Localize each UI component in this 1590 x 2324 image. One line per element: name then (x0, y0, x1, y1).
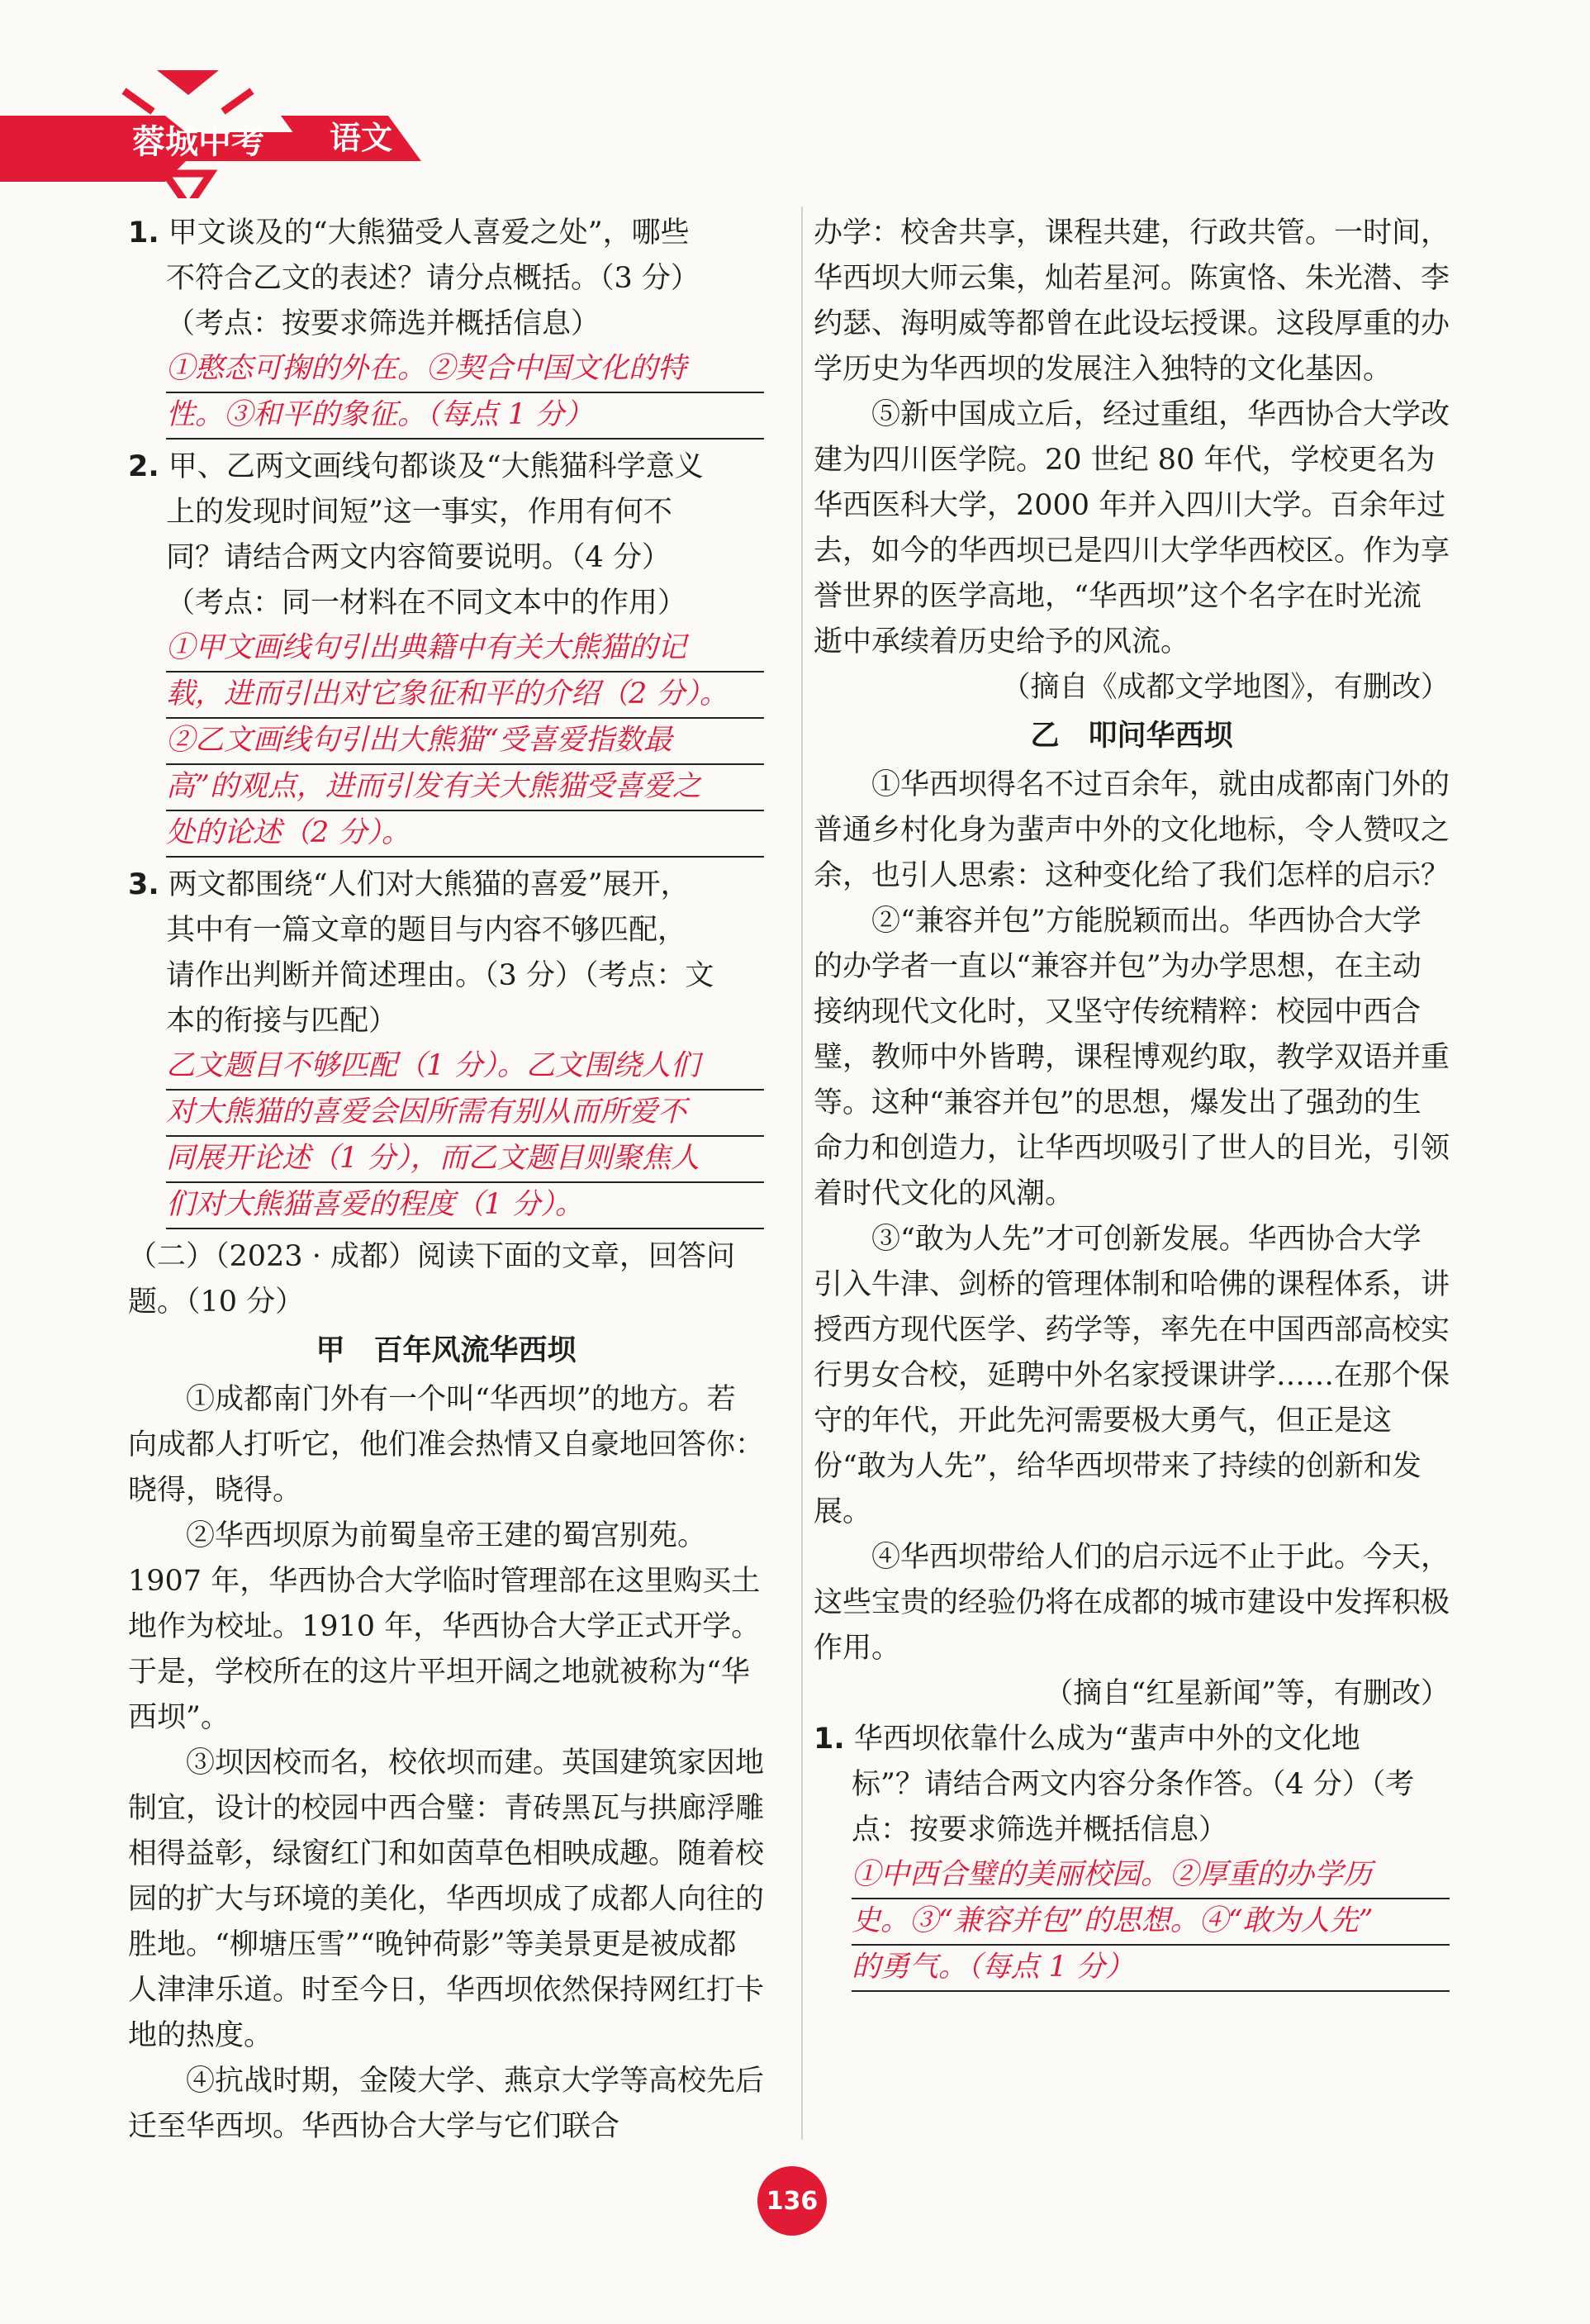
answer-line: ①憨态可掬的外在。②契合中国文化的特 (166, 347, 764, 393)
article-title: 乙 叩问华西坝 (1030, 720, 1233, 753)
question-number: 1. (814, 1723, 845, 1756)
answer-line: 同展开论述（1 分），而乙文题目则聚焦人 (166, 1137, 764, 1183)
answer-line: ①甲文画线句引出典籍中有关大熊猫的记 (166, 626, 764, 672)
article-paragraph: ③“敢为人先”才可创新发展。华西协合大学引入牛津、剑桥的管理体制和哈佛的课程体系，讲授西方现代医学、药学等，率先在中国西部高校实行男女合校，延聘中外名家授课讲学……在那个保守的年代，开此先河需要极大勇气，但正是这份“敢为人先”，给华西坝带来了持续的创新和发展。 (814, 1223, 1450, 1528)
question-text: 甲、乙两文画线句都谈及“大熊猫科学意义 (168, 450, 704, 483)
page-number: 136 (757, 2166, 827, 2236)
article-paragraph: ①成都南门外有一个叫“华西坝”的地方。若向成都人打听它，他们准会热情又自豪地回答你：晓得，晓得。 (128, 1383, 765, 1507)
source-citation: （摘自《成都文学地图》，有删改） (1001, 671, 1450, 704)
column-divider (801, 207, 803, 2140)
question-note: （考点：同一材料在不同文本中的作用） (166, 587, 687, 620)
answer-line: 乙文题目不够匹配（1 分）。乙文围绕人们 (166, 1044, 764, 1091)
left-column (128, 211, 764, 2150)
brand-logo (0, 0, 463, 198)
question-1-right (814, 1717, 1450, 1992)
question-text: 上的发现时间短”这一事实，作用有何不 (166, 496, 672, 529)
source-citation: （摘自“红星新闻”等，有删改） (1044, 1677, 1450, 1710)
answer-line: 史。③“兼容并包”的思想。④“敢为人先” (852, 1899, 1450, 1946)
question-text: 请作出判断并简述理由。（3 分）（考点：文 (166, 959, 714, 992)
answer-line: 高”的观点，进而引发有关大熊猫受喜爱之 (166, 765, 764, 811)
answer-line: 们对大熊猫喜爱的程度（1 分）。 (166, 1183, 764, 1229)
answer-line: ②乙文画线句引出大熊猫“受喜爱指数最 (166, 719, 764, 765)
article-paragraph: ②“兼容并包”方能脱颖而出。华西协合大学的办学者一直以“兼容并包”为办学思想，在主动接纳现代文化时，又坚守传统精粹：校园中西合璧，教师中外皆聘，课程博观约取，教学双语并重等。这种“兼容并包”的思想，爆发出了强劲的生命力和创造力，让华西坝吸引了世人的目光，引领着时代文化的风潮。 (814, 905, 1450, 1210)
answer-line: 性。③和平的象征。（每点 1 分） (166, 393, 764, 440)
answer-block (166, 347, 764, 440)
article-paragraph: ①华西坝得名不过百余年，就由成都南门外的普通乡村化身为蜚声中外的文化地标，令人赞叹之余，也引人思索：这种变化给了我们怎样的启示？ (814, 768, 1450, 892)
subject-label: 语文 (329, 120, 392, 156)
article-paragraph: ③坝因校而名，校依坝而建。英国建筑家因地制宜，设计的校园中西合璧：青砖黑瓦与拱廊浮雕相得益彰，绿窗红门和如茵草色相映成趣。随着校园的扩大与环境的美化，华西坝成了成都人向往的胜地。“柳塘压雪”“晚钟荷影”等美景更是被成都人津津乐道。时至今日，华西坝依然保持网红打卡地的热度。 (128, 1747, 765, 2052)
question-text: 本的衔接与匹配） (166, 1005, 398, 1038)
question-2 (128, 444, 764, 858)
answer-line: 处的论述（2 分）。 (166, 811, 764, 858)
question-number: 2. (128, 450, 159, 483)
right-column (814, 211, 1450, 1997)
question-text: 标”？请结合两文内容分条作答。（4 分）（考 (852, 1768, 1415, 1801)
answer-line: 载，进而引出对它象征和平的介绍（2 分）。 (166, 672, 764, 719)
answer-line: 对大熊猫的喜爱会因所需有别从而所爱不 (166, 1091, 764, 1137)
question-text: 同？请结合两文内容简要说明。（4 分） (166, 541, 671, 574)
question-text: 其中有一篇文章的题目与内容不够匹配， (166, 914, 687, 947)
section-heading: （二）（2023 · 成都）阅读下面的文章，回答问 题。（10 分） (128, 1240, 735, 1319)
article-paragraph: ②华西坝原为前蜀皇帝王建的蜀宫别苑。1907 年，华西协合大学临时管理部在这里购买土地作为校址。1910 年，华西协合大学正式开学。于是，学校所在的这片平坦开阔之地就被称为“华西坝”。 (128, 1519, 761, 1734)
question-1 (128, 211, 764, 440)
answer-line: 的勇气。（每点 1 分） (852, 1946, 1450, 1992)
question-text: 华西坝依靠什么成为“蜚声中外的文化地 (853, 1723, 1360, 1756)
question-text: 不符合乙文的表述？请分点概括。（3 分） (166, 262, 700, 295)
question-number: 1. (128, 216, 159, 250)
answer-block (166, 1044, 764, 1229)
question-number: 3. (128, 868, 159, 901)
article-paragraph: ④华西坝带给人们的启示远不止于此。今天，这些宝贵的经验仍将在成都的城市建设中发挥积极作用。 (814, 1541, 1450, 1665)
answer-block (852, 1853, 1450, 1992)
article-paragraph: 办学：校舍共享，课程共建，行政共管。一时间，华西坝大师云集，灿若星河。陈寅恪、朱光潜、李约瑟、海明威等都曾在此设坛授课。这段厚重的办学历史为华西坝的发展注入独特的文化基因。 (814, 216, 1450, 386)
question-note: （考点：按要求筛选并概括信息） (166, 307, 600, 340)
answer-block (166, 626, 764, 858)
question-text: 甲文谈及的“大熊猫受人喜爱之处”，哪些 (168, 216, 690, 250)
question-3 (128, 863, 764, 1229)
article-title: 甲 百年风流华西坝 (316, 1334, 577, 1367)
answer-line: ①中西合璧的美丽校园。②厚重的办学历 (852, 1853, 1450, 1899)
article-paragraph: ④抗战时期，金陵大学、燕京大学等高校先后迁至华西坝。华西协合大学与它们联合 (128, 2065, 765, 2143)
page-header (0, 0, 1590, 198)
question-text: 点：按要求筛选并概括信息） (852, 1813, 1228, 1846)
question-text: 两文都围绕“人们对大熊猫的喜爱”展开， (168, 868, 690, 901)
article-paragraph: ⑤新中国成立后，经过重组，华西协合大学改建为四川医学院。20 世纪 80 年代，学校更名为华西医科大学，2000 年并入四川大学。百余年过去，如今的华西坝已是四川大学华西校区。作为享誉世界的医学高地，“华西坝”这个名字在时光流逝中承续着历史给予的风流。 (814, 398, 1450, 658)
brand-text: 蓉城中考 (132, 123, 264, 161)
